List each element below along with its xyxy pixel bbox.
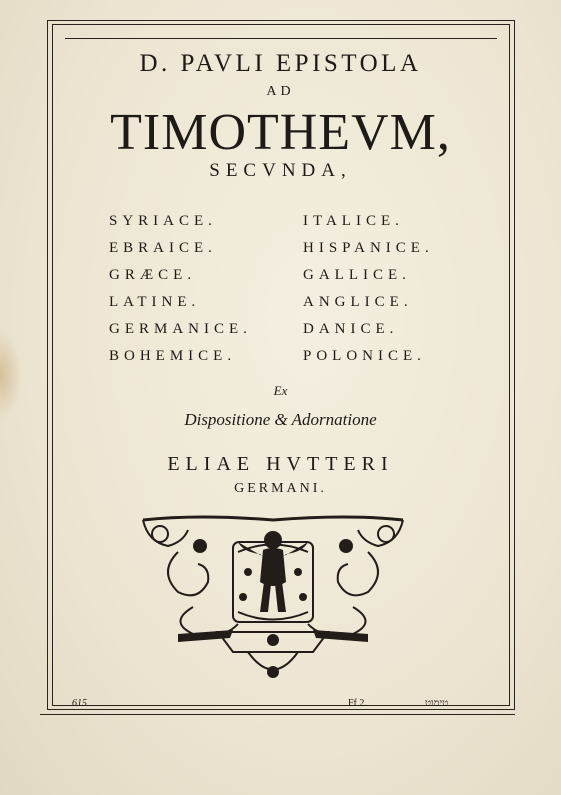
author-nation: GERMANI.	[234, 481, 327, 496]
cherub-ornament-icon	[138, 512, 408, 684]
signature-mark: Ff 2.	[348, 698, 367, 709]
footer-rule	[40, 714, 515, 715]
language-item: POLONICE.	[303, 348, 426, 364]
language-item: ANGLICE.	[303, 294, 413, 310]
language-item: GRÆCE.	[109, 267, 197, 283]
title-line-1: D. PAVLI EPISTOLA	[139, 50, 422, 77]
title-line-3: TIMOTHEVM,	[110, 104, 451, 161]
language-item: ITALICE.	[303, 213, 404, 229]
language-item: GERMANICE.	[109, 321, 252, 337]
author-name: ELIAE HVTTERI	[167, 453, 394, 475]
title-line-4: SECVNDA,	[209, 160, 352, 181]
ex-label: Ex	[273, 383, 288, 398]
title-line-2: AD	[266, 84, 295, 99]
language-item: HISPANICE.	[303, 240, 434, 256]
hebrew-catchword: טימוט	[425, 698, 449, 709]
top-rule	[65, 38, 497, 39]
language-item: GALLICE.	[303, 267, 411, 283]
language-item: DANICE.	[303, 321, 399, 337]
language-item: BOHEMICE.	[109, 348, 237, 364]
language-item: EBRAICE.	[109, 240, 217, 256]
page-stain	[0, 330, 22, 420]
languages-left-list	[109, 208, 252, 370]
disposition-line: Dispositione & Adornatione	[184, 410, 377, 429]
language-item: LATINE.	[109, 294, 201, 310]
page-number: 615	[72, 698, 87, 709]
language-item: SYRIACE.	[109, 213, 217, 229]
languages-right-list	[303, 208, 434, 370]
